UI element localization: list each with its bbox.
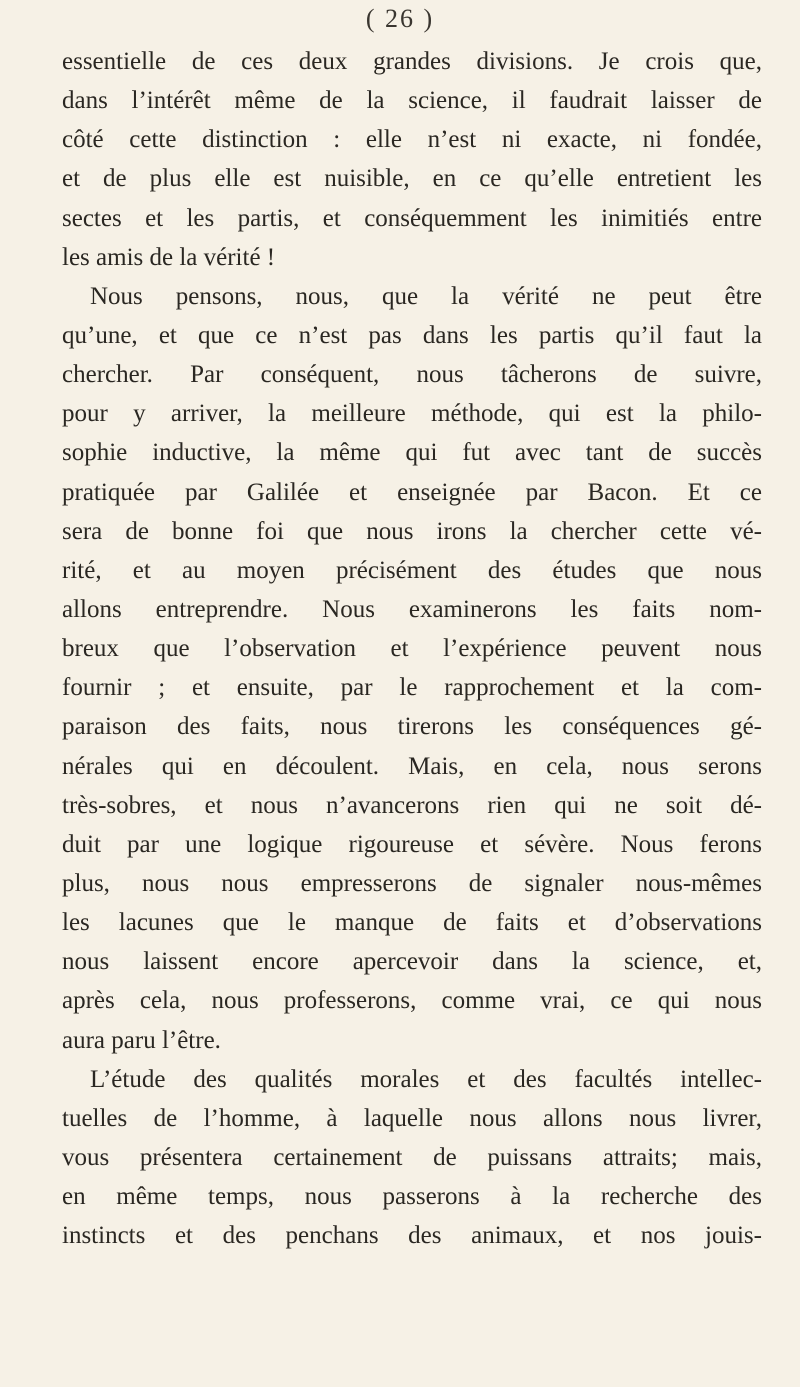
text-line: pour y arriver, la meilleure méthode, qui est la philo- xyxy=(62,400,762,428)
text-line: côté cette distinction : elle n’est ni exacte, ni fondée, xyxy=(62,126,762,154)
text-line: allons entreprendre. Nous examinerons les faits nom- xyxy=(62,595,762,623)
text-line: duit par une logique rigoureuse et sévère. Nous ferons xyxy=(62,830,762,858)
text-line: Nous pensons, nous, que la vérité ne peut être xyxy=(90,282,762,310)
text-line: les lacunes que le manque de faits et d’observations xyxy=(62,909,762,937)
text-line: vous présentera certainement de puissans attraits; mais, xyxy=(62,1143,762,1171)
text-line: sophie inductive, la même qui fut avec tant de succès xyxy=(62,439,762,467)
text-line: fournir ; et ensuite, par le rapprochement et la com- xyxy=(62,674,762,702)
text-line: les amis de la vérité ! xyxy=(62,243,276,271)
text-line: plus, nous nous empresserons de signaler nous-mêmes xyxy=(62,869,762,897)
text-line: après cela, nous professerons, comme vrai, ce qui nous xyxy=(62,987,762,1015)
text-line: dans l’intérêt même de la science, il faudrait laisser de xyxy=(62,87,762,115)
text-line: breux que l’observation et l’expérience peuvent nous xyxy=(62,635,762,663)
text-line: nous laissent encore apercevoir dans la science, et, xyxy=(62,948,762,976)
text-line: rité, et au moyen précisément des études que nous xyxy=(62,556,762,584)
text-line: tuelles de l’homme, à laquelle nous allons nous livrer, xyxy=(62,1104,762,1132)
text-line: sectes et les partis, et conséquemment les inimitiés entre xyxy=(62,204,762,232)
text-line: pratiquée par Galilée et enseignée par Bacon. Et ce xyxy=(62,478,762,506)
body-text xyxy=(62,42,762,1255)
page-number: ( 26 ) xyxy=(365,4,435,33)
text-line: qu’une, et que ce n’est pas dans les partis qu’il faut la xyxy=(62,321,762,349)
text-line: paraison des faits, nous tirerons les conséquences gé- xyxy=(62,713,762,741)
text-line: L’étude des qualités morales et des facultés intellec- xyxy=(90,1065,762,1093)
text-line: aura paru l’être. xyxy=(62,1026,221,1054)
text-line: nérales qui en découlent. Mais, en cela, nous serons xyxy=(62,752,762,780)
text-line: sera de bonne foi que nous irons la chercher cette vé- xyxy=(62,517,762,545)
text-line: instincts et des penchans des animaux, et nos jouis- xyxy=(62,1222,762,1250)
text-line: et de plus elle est nuisible, en ce qu’elle entretient les xyxy=(62,165,762,193)
text-line: en même temps, nous passerons à la recherche des xyxy=(62,1183,762,1211)
text-line: essentielle de ces deux grandes divisions. Je crois que, xyxy=(62,48,762,75)
text-line: chercher. Par conséquent, nous tâcherons de suivre, xyxy=(62,361,762,389)
text-line: très-sobres, et nous n’avancerons rien qui ne soit dé- xyxy=(62,791,762,819)
